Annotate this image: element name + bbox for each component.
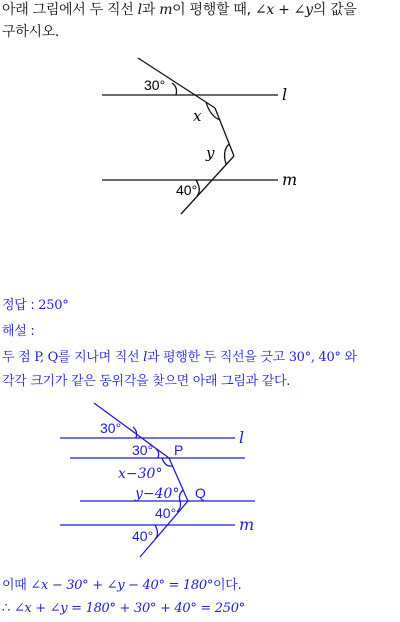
conclusion-text-b: 이다. [213, 578, 242, 593]
arc-y40 [179, 490, 183, 501]
label-x-30: x−30° [118, 466, 163, 482]
label-m: m [282, 170, 298, 189]
label-x: x [193, 107, 202, 125]
explanation-points: P, Q [34, 350, 59, 365]
question-text-a: 아래 그림에서 두 직선 [2, 2, 138, 18]
conclusion-expression-2: ∠x + ∠y = 180° + 30° + 40° = 250° [13, 601, 245, 616]
explanation-var-l: l [143, 350, 147, 365]
question-line-2: 구하시오. [2, 24, 60, 40]
question-text-d: 의 값을 [312, 2, 357, 18]
question-text-b: 과 [141, 2, 160, 18]
label-q: Q [195, 485, 206, 501]
label-p: P [174, 442, 184, 458]
explanation-label: 해설 : [2, 324, 35, 339]
label-l-2: l [239, 428, 245, 447]
label-y-40: y−40° [135, 486, 180, 502]
label-m-2: m [239, 515, 255, 534]
explanation-text-a: 두 점 [2, 350, 35, 365]
explanation-text-c: 과 평행한 두 직선을 긋고 [146, 350, 289, 365]
var-m: m [159, 2, 173, 18]
question-text-c: 이 평행할 때, [172, 2, 255, 18]
label-l: l [282, 85, 288, 104]
label-40-bottom: 40° [132, 528, 154, 544]
therefore-symbol: ∴ [2, 601, 10, 616]
explanation-text-d: 와 [340, 350, 357, 365]
arc-y [225, 144, 229, 164]
label-30-top: 30° [100, 420, 122, 436]
arc-40-bottom [155, 525, 158, 539]
answer-line [2, 296, 68, 316]
conclusion-text-a: 이때 [2, 578, 31, 593]
figure-parallel-lines [0, 50, 400, 280]
figure-solution [0, 400, 400, 560]
label-40: 40° [176, 182, 198, 198]
conclusion-expression-1: ∠x − 30° + ∠y − 40° = 180° [30, 578, 214, 593]
label-30-p: 30° [132, 442, 154, 458]
label-y: y [206, 144, 215, 162]
explanation-angles: 30°, 40° [288, 350, 341, 365]
explanation-text-b: 를 지나며 직선 [58, 350, 144, 365]
conclusion-line-2 [2, 599, 245, 619]
question-expression: ∠x + ∠y [254, 2, 313, 18]
segment-middle [215, 108, 234, 156]
var-l: l [137, 2, 142, 18]
arc-30 [172, 83, 177, 95]
arc-x [206, 102, 220, 120]
explanation-line-2: 각각 크기가 같은 동위각을 찾으면 아래 그림과 같다. [2, 374, 291, 389]
answer-label: 정답 : [2, 298, 35, 313]
conclusion-line-1 [2, 576, 241, 596]
question-line-1 [2, 0, 357, 20]
label-40-q: 40° [155, 505, 177, 521]
explanation-line-1 [2, 348, 357, 368]
answer-value: 250° [38, 298, 69, 313]
label-30: 30° [144, 77, 166, 93]
